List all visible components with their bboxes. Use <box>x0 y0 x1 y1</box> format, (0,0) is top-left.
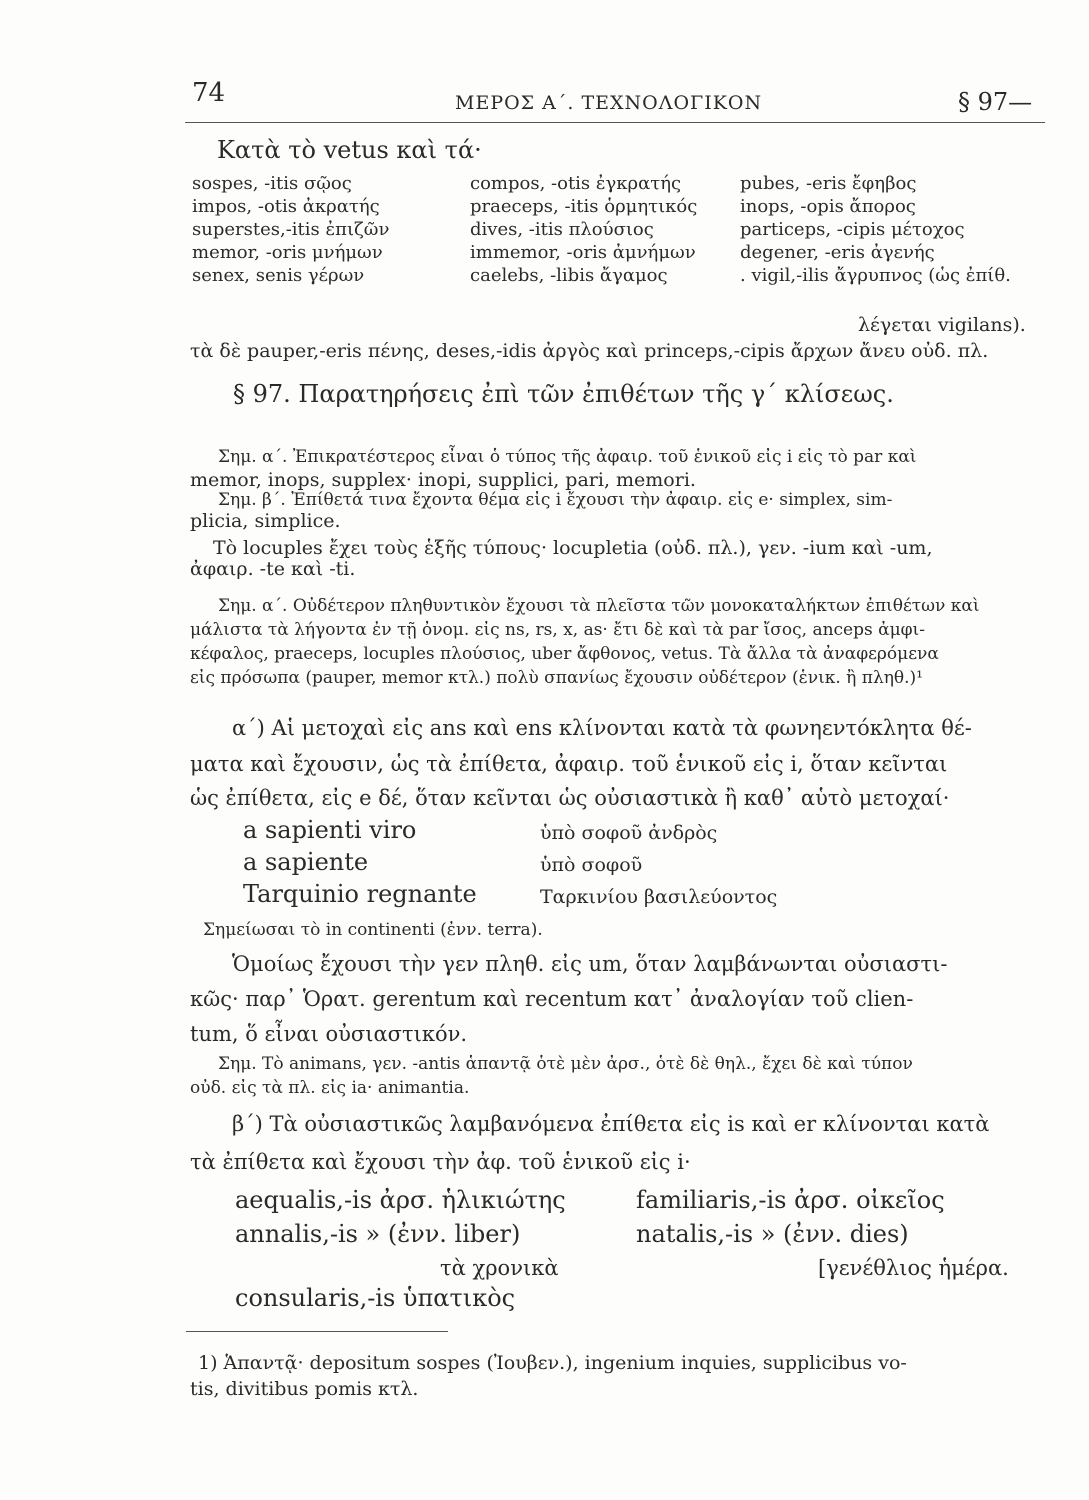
running-title: ΜΕΡΟΣ Α΄. ΤΕΧΝΟΛΟΓΙΚΟΝ <box>455 92 763 114</box>
page-number: 74 <box>192 78 226 108</box>
list-item: τὰ χρονικὰ <box>440 1256 559 1280</box>
paragraph-line: β΄) Τὰ οὐσιαστικῶς λαμβανόμενα ἐπίθετα εἰς is καὶ er κλίνονται κατὰ <box>232 1112 990 1136</box>
note-line: Σημ. β΄. Ἐπίθετά τινα ἔχοντα θέμα εἰς i ἔχουσι τὴν ἀφαιρ. εἰς e· simplex, sim- <box>218 490 893 510</box>
column-3-continuation: λέγεται vigilans). <box>858 314 1026 336</box>
note-line: εἰς πρόσωπα (pauper, memor κτλ.) πολὺ σπανίως ἔχουσιν οὐδέτερον (ἑνικ. ἢ πληθ.)¹ <box>190 668 923 688</box>
list-item: immemor, -oris ἀμνήμων <box>470 242 696 263</box>
locuples-line: ἀφαιρ. -te καὶ -ti. <box>190 558 356 580</box>
list-item: natalis,-is » (ἐνν. dies) <box>636 1220 909 1248</box>
paragraph-line: ὡς ἐπίθετα, εἰς e δέ, ὅταν κεῖνται ὡς οὐσιαστικὰ ἢ καθ᾽ αὑτὸ μετοχαί· <box>190 786 950 810</box>
list-item: annalis,-is » (ἐνν. liber) <box>235 1220 521 1248</box>
section-title: § 97. Παρατηρήσεις ἐπὶ τῶν ἐπιθέτων τῆς γ΄ κλίσεως. <box>233 380 894 408</box>
note-line: Σημ. Τὸ animans, γεν. -antis ἁπαντᾷ ὁτὲ μὲν ἀρσ., ὁτὲ δὲ θηλ., ἔχει δὲ καὶ τύπον <box>218 1054 913 1074</box>
list-item: consularis,-is ὑπατικὸς <box>235 1284 516 1312</box>
intro-line: Κατὰ τὸ vetus καὶ τά· <box>217 136 482 164</box>
list-item: superstes,-itis ἐπιζῶν <box>192 219 390 240</box>
paragraph-line: α΄) Αἱ μετοχαὶ εἰς ans καὶ ens κλίνονται κατὰ τὰ φωνηεντόκλητα θέ- <box>232 716 972 740</box>
pauper-line: τὰ δὲ pauper,-eris πένης, deses,-idis ἀργὸς καὶ princeps,-cipis ἄρχων ἄνευ οὐδ. πλ. <box>190 340 989 362</box>
note-line: οὐδ. εἰς τὰ πλ. εἰς ia· animantia. <box>190 1078 470 1098</box>
list-item: impos, -otis ἀκρατής <box>192 196 380 217</box>
section-ref: § 97— <box>958 88 1033 116</box>
example-greek: ὑπὸ σοφοῦ <box>540 854 643 876</box>
adjective-column-1 <box>192 172 389 287</box>
note-line: μάλιστα τὰ λήγοντα ἐν τῇ ὀνομ. εἰς ns, rs, x, as· ἔτι δὲ καὶ τὰ par ἴσος, anceps ἀμφι- <box>190 620 925 640</box>
footnote-line: tis, divitibus pomis κτλ. <box>190 1378 419 1400</box>
list-item: memor, -oris μνήμων <box>192 242 383 263</box>
note-line: Σημ. α΄. Οὐδέτερον πληθυντικὸν ἔχουσι τὰ πλεῖστα τῶν μονοκαταλήκτων ἐπιθέτων καὶ <box>218 596 980 616</box>
list-item: familiaris,-is ἀρσ. οἰκεῖος <box>636 1186 945 1214</box>
adjective-column-2 <box>470 172 697 287</box>
note-line: plicia, simplice. <box>190 510 341 532</box>
paragraph-line: τὰ ἐπίθετα καὶ ἔχουσι τὴν ἀφ. τοῦ ἑνικοῦ εἰς i· <box>190 1150 691 1174</box>
footnote-rule <box>186 1331 448 1332</box>
paragraph-line: tum, ὅ εἶναι οὐσιαστικόν. <box>190 1022 468 1046</box>
example-latin: a sapienti viro <box>243 816 417 844</box>
list-item: degener, -eris ἀγενής <box>740 242 935 263</box>
example-greek: ὑπὸ σοφοῦ ἀνδρὸς <box>540 822 718 844</box>
example-latin: a sapiente <box>243 848 369 876</box>
list-item: particeps, -cipis μέτοχος <box>740 219 965 240</box>
list-item: dives, -itis πλούσιος <box>470 219 654 240</box>
list-item: sospes, -itis σῷος <box>192 173 352 194</box>
list-item: caelebs, -libis ἄγαμος <box>470 265 668 286</box>
paragraph-line: Ὁμοίως ἔχουσι τὴν γεν πληθ. εἰς um, ὅταν λαμβάνωνται οὐσιαστι- <box>232 952 948 976</box>
note-line: κέφαλος, praeceps, locuples πλούσιος, uber ἄφθονος, vetus. Τὰ ἄλλα τὰ ἀναφερόμενα <box>190 644 939 664</box>
list-item: praeceps, -itis ὁρμητικός <box>470 196 698 217</box>
list-item: inops, -opis ἄπορος <box>740 196 916 217</box>
note-line: memor, inops, supplex· inopi, supplici, pari, memori. <box>190 469 696 491</box>
paragraph-line: ματα καὶ ἔχουσιν, ὡς τὰ ἐπίθετα, ἀφαιρ. τοῦ ἑνικοῦ εἰς i, ὅταν κεῖνται <box>190 752 948 776</box>
header-rule <box>185 122 1045 123</box>
example-latin: Tarquinio regnante <box>243 880 477 908</box>
note-line: Σημ. α΄. Ἐπικρατέστερος εἶναι ὁ τύπος τῆς ἀφαιρ. τοῦ ἑνικοῦ εἰς i εἰς τὸ par καὶ <box>218 447 917 467</box>
list-item: pubes, -eris ἔφηβος <box>740 173 917 194</box>
list-item: aequalis,-is ἀρσ. ἡλικιώτης <box>235 1186 566 1214</box>
list-item: compos, -otis ἐγκρατής <box>470 173 682 194</box>
adjective-column-3 <box>740 172 1011 287</box>
list-item: . vigil,-ilis ἄγρυπνος (ὡς ἐπίθ. <box>740 265 1011 286</box>
paragraph-line: κῶς· παρ᾽ Ὁρατ. gerentum καὶ recentum κατ᾽ ἀναλογίαν τοῦ clien- <box>190 987 914 1011</box>
example-greek: Ταρκινίου βασιλεύοντος <box>540 886 778 908</box>
footnote-line: 1) Ἁπαντᾷ· depositum sospes (Ἰουβεν.), ingenium inquies, supplicibus vo- <box>198 1352 907 1374</box>
list-item: senex, senis γέρων <box>192 265 365 286</box>
continenti-note: Σημείωσαι τὸ in continenti (ἐνν. terra). <box>203 920 543 940</box>
list-item: [γενέθλιος ἡμέρα. <box>818 1256 1009 1280</box>
locuples-line: Τὸ locuples ἔχει τοὺς ἑξῆς τύπους· locupletia (οὐδ. πλ.), γεν. -ium καὶ -um, <box>213 537 933 559</box>
